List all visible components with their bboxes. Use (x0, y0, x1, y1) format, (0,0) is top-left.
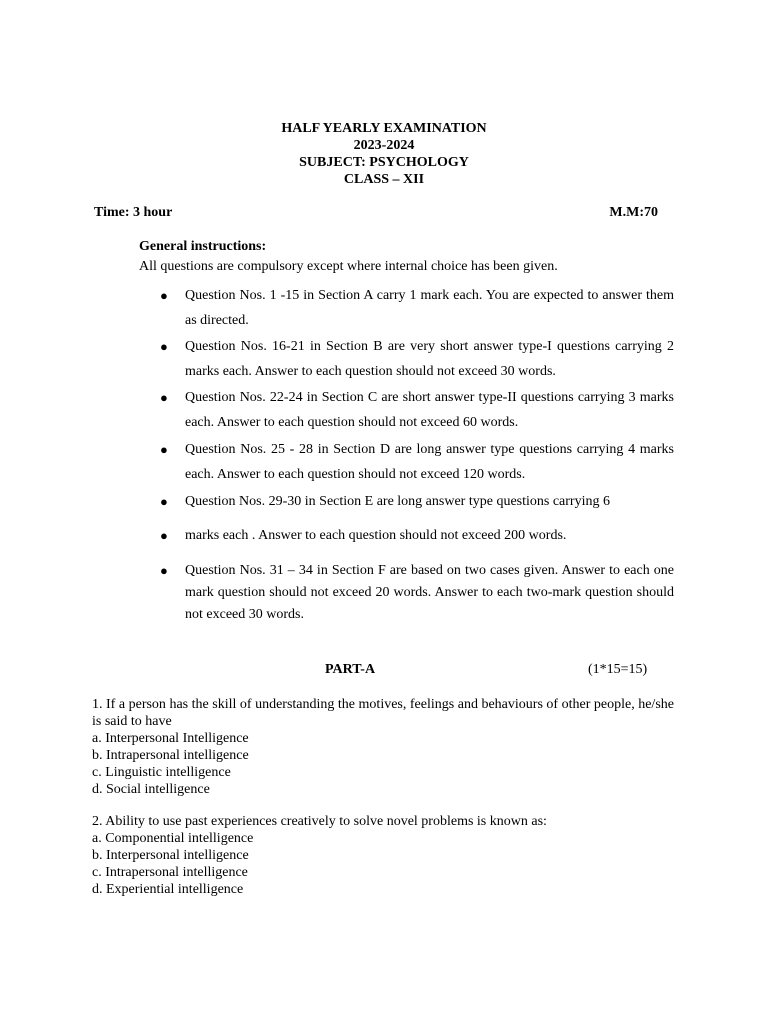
exam-subject: SUBJECT: PSYCHOLOGY (299, 155, 469, 170)
instructions-title: General instructions: (139, 239, 267, 254)
option-d: d. Experiential intelligence (92, 882, 244, 897)
max-marks-label: M.M:70 (609, 205, 658, 220)
question-1 (92, 696, 674, 798)
question-2 (92, 813, 674, 898)
instruction-text: Question Nos. 16-21 in Section B are very short answer type-I questions carrying 2 marks each. Answer to each question should not exceed 30 words. (185, 339, 674, 379)
instruction-text: Question Nos. 22-24 in Section C are short answer type-II questions carrying 3 marks each. Answer to each question should not exceed 60 words. (185, 390, 674, 430)
bullet-icon: ● (160, 563, 168, 578)
option-b: b. Intrapersonal intelligence (92, 748, 249, 763)
instruction-text: marks each . Answer to each question should not exceed 200 words. (185, 528, 567, 543)
part-a-marks: (1*15=15) (588, 662, 648, 677)
exam-header (0, 120, 768, 188)
instructions-intro: All questions are compulsory except where internal choice has been given. (139, 259, 558, 274)
bullet-icon: ● (160, 390, 168, 405)
time-label: Time: 3 hour (94, 205, 173, 220)
bullet-icon: ● (160, 339, 168, 354)
question-stem: 2. Ability to use past experiences creatively to solve novel problems is known as: (92, 814, 547, 829)
part-a-title: PART-A (325, 662, 376, 677)
option-a: a. Interpersonal Intelligence (92, 731, 249, 746)
option-d: d. Social intelligence (92, 782, 210, 797)
bullet-icon: ● (160, 494, 168, 509)
bullet-icon: ● (160, 442, 168, 457)
exam-title: HALF YEARLY EXAMINATION (281, 121, 487, 136)
exam-class: CLASS – XII (343, 172, 425, 187)
bullet-icon: ● (160, 288, 168, 303)
instruction-text: Question Nos. 25 - 28 in Section D are long answer type questions carrying 4 marks each. Answer to each question should not exceed 120 words. (185, 442, 674, 482)
question-stem: 1. If a person has the skill of understanding the motives, feelings and behaviours of other people, he/she is said to have (92, 697, 674, 729)
instruction-text: Question Nos. 31 – 34 in Section F are based on two cases given. Answer to each one mark question should not exceed 20 words. Answer to each two-mark question should not exceed 30 words. (185, 563, 674, 622)
exam-session: 2023-2024 (353, 138, 415, 153)
instruction-text: Question Nos. 1 -15 in Section A carry 1 mark each. You are expected to answer them as directed. (185, 288, 674, 328)
option-c: c. Intrapersonal intelligence (92, 865, 248, 880)
option-b: b. Interpersonal intelligence (92, 848, 249, 863)
option-c: c. Linguistic intelligence (92, 765, 231, 780)
instruction-text: Question Nos. 29-30 in Section E are long answer type questions carrying 6 (185, 494, 610, 509)
bullet-icon: ● (160, 528, 168, 543)
option-a: a. Componential intelligence (92, 831, 254, 846)
